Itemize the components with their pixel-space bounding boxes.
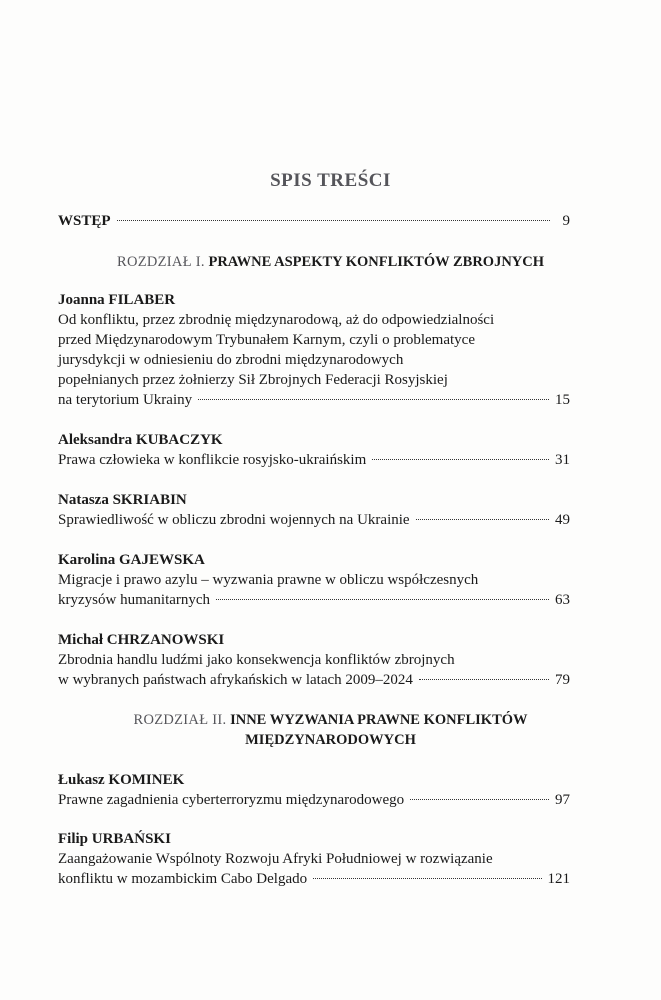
toc-entry-chrzanowski[interactable] — [58, 670, 570, 690]
entry-author: Aleksandra KUBACZYK — [58, 432, 223, 448]
chapter-heading-2 — [0, 709, 661, 731]
entry-title-line: popełnianych przez żołnierzy Sił Zbrojnych Federacji Rosyjskiej — [58, 372, 448, 388]
entry-author: Filip URBAŃSKI — [58, 831, 171, 847]
entry-title-line: jurysdykcji w odniesieniu do zbrodni międzynarodowych — [58, 352, 404, 368]
entry-title-line: Sprawiedliwość w obliczu zbrodni wojennych na Ukrainie — [58, 512, 410, 528]
entry-title-line: Prawne zagadnienia cyberterroryzmu międzynarodowego — [58, 792, 405, 808]
toc-entry-kubaczyk[interactable] — [58, 450, 570, 470]
entry-title-line: konfliktu w mozambickim Cabo Delgado — [58, 871, 308, 887]
page-number: 15 — [555, 392, 570, 408]
entry-author: Karolina GAJEWSKA — [58, 552, 205, 568]
chapter-title: INNE WYZWANIA PRAWNE KONFLIKTÓW — [230, 712, 528, 728]
toc-entry-filaber[interactable] — [58, 390, 570, 410]
toc-entry-urbanski[interactable] — [58, 869, 570, 889]
page-title: SPIS TREŚCI — [270, 170, 391, 191]
leader-dots — [372, 458, 549, 460]
entry-title-line: Zaangażowanie Wspólnoty Rozwoju Afryki Południowej w rozwiązanie — [58, 851, 493, 867]
leader-dots — [117, 219, 550, 221]
leader-dots — [419, 678, 549, 680]
entry-author: Łukasz KOMINEK — [58, 772, 185, 788]
entry-title-line: przed Międzynarodowym Trybunałem Karnym, czyli o problematyce — [58, 332, 475, 348]
page-number: 121 — [547, 871, 570, 887]
entry-title-line: Zbrodnia handlu ludźmi jako konsekwencja konfliktów zbrojnych — [58, 652, 455, 668]
entry-title-line: na terytorium Ukrainy — [58, 392, 193, 408]
chapter-heading-1 — [0, 251, 661, 273]
toc-entry-intro[interactable] — [58, 211, 570, 231]
page-number: 49 — [555, 512, 570, 528]
entry-title-line: w wybranych państwach afrykańskich w latach 2009–2024 — [58, 672, 413, 688]
page-number: 97 — [555, 792, 570, 808]
entry-author: Michał CHRZANOWSKI — [58, 632, 225, 648]
chapter-title-cont: MIĘDZYNARODOWYCH — [245, 732, 416, 748]
leader-dots — [198, 398, 549, 400]
toc-entry-kominek[interactable] — [58, 790, 570, 810]
entry-title-line: Migracje i prawo azylu – wyzwania prawne w obliczu współczesnych — [58, 572, 479, 588]
toc-entry-gajewska[interactable] — [58, 590, 570, 610]
page-number: 31 — [555, 452, 570, 468]
entry-author: Natasza SKRIABIN — [58, 492, 187, 508]
toc-label: WSTĘP — [58, 213, 111, 229]
page-number: 9 — [562, 213, 570, 229]
page-number: 79 — [555, 672, 570, 688]
chapter-title: PRAWNE ASPEKTY KONFLIKTÓW ZBROJNYCH — [208, 254, 545, 270]
leader-dots — [410, 798, 549, 800]
toc-entry-skriabin[interactable] — [58, 510, 570, 530]
leader-dots — [416, 518, 549, 520]
entry-title-line: Od konfliktu, przez zbrodnię międzynarodową, aż do odpowiedzialności — [58, 312, 495, 328]
chapter-heading-2-line2 — [0, 729, 661, 751]
page-number: 63 — [555, 592, 570, 608]
entry-author: Joanna FILABER — [58, 292, 176, 308]
leader-dots — [216, 598, 549, 600]
entry-title-line: Prawa człowieka w konflikcie rosyjsko-ukraińskim — [58, 452, 367, 468]
chapter-number: ROZDZIAŁ II. — [133, 712, 227, 728]
chapter-number: ROZDZIAŁ I. — [116, 254, 205, 270]
entry-title-line: kryzysów humanitarnych — [58, 592, 211, 608]
leader-dots — [313, 877, 541, 879]
